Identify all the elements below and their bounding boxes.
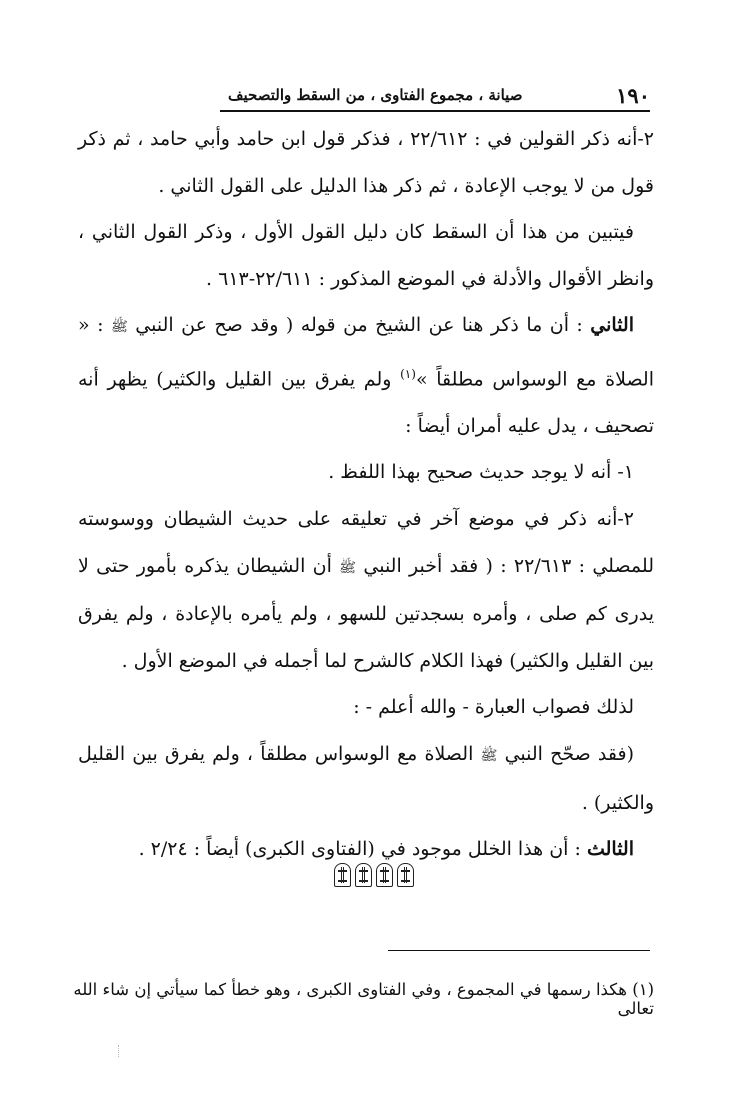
header-rule <box>220 110 650 112</box>
body-text <box>78 116 654 873</box>
footnote-marker: (١) <box>632 980 654 999</box>
paragraph-second: الثاني : أن ما ذكر هنا عن الشيخ من قوله ( وقد صح عن النبي ﷺ : « الصلاة مع الوسواس مطلقاً »$^{(١)}$ ولم يفرق بين القليل والكثير) يظهر أنه تصحيف ، يدل عليه أمران أيضاً : <box>78 314 654 437</box>
ornament-icon <box>376 863 393 887</box>
scan-speck <box>118 1045 121 1057</box>
paragraph-third: الثالث : أن هذا الخلل موجود في (الفتاوى الكبرى) أيضاً : ٢/٢٤ . <box>138 838 634 861</box>
label-second: الثاني <box>590 314 634 337</box>
footnote-text: هكذا رسمها في المجموع ، وفي الفتاوى الكبرى ، وهو خطأ كما سيأتي إن شاء الله تعالى <box>73 980 654 1018</box>
page-number: ١٩٠ <box>616 82 650 108</box>
paragraph-reason-1: ١- أنه لا يوجد حديث صحيح بهذا اللفظ . <box>328 461 634 484</box>
running-title: صيانة ، مجموع الفتاوى ، من السقط والتصحيف <box>228 86 523 104</box>
honorific-glyph: ﷺ <box>480 748 498 765</box>
ornament-icon <box>334 863 351 887</box>
honorific-glyph: ﷺ <box>110 319 128 336</box>
honorific-glyph: ﷺ <box>339 559 357 576</box>
paragraph-conclusion: فيتبين من هذا أن السقط كان دليل القول الأول ، وذكر القول الثاني ، وانظر الأقوال والأدلة في الموضع المذكور : ٢٢/٦١١-٦١٣ . <box>78 221 654 290</box>
ornament-icon <box>355 863 372 887</box>
page-header <box>220 82 650 108</box>
footnote <box>70 980 654 1018</box>
ornament-icon <box>397 863 414 887</box>
paragraph-correction-intro: لذلك فصواب العبارة - والله أعلم - : <box>353 696 634 719</box>
paragraph-corrected-text: (فقد صحّح النبي ﷺ الصلاة مع الوسواس مطلقاً ، ولم يفرق بين القليل والكثير) . <box>78 743 654 814</box>
section-divider-ornament <box>330 863 414 889</box>
label-third: الثالث <box>586 838 634 861</box>
footnote-rule <box>388 950 650 951</box>
footnote-reference: (١) <box>400 366 416 381</box>
paragraph-reason-2: ٢-أنه ذكر في موضع آخر في تعليقه على حديث الشيطان ووسوسته للمصلي : ٢٢/٦١٣ : ( فقد أخبر النبي ﷺ أن الشيطان يذكره بأمور حتى لا يدرى كم صلى ، وأمره بسجدتين للسهو ، ولم يأمره بالإعادة ، ولم يفرق بين القليل والكثير) فهذا الكلام كالشرح لما أجمله في الموضع الأول . <box>78 508 654 672</box>
paragraph-point-2: ٢-أنه ذكر القولين في : ٢٢/٦١٢ ، فذكر قول ابن حامد وأبي حامد ، ثم ذكر قول من لا يوجب الإعادة ، ثم ذكر هذا الدليل على القول الثاني . <box>78 128 654 197</box>
